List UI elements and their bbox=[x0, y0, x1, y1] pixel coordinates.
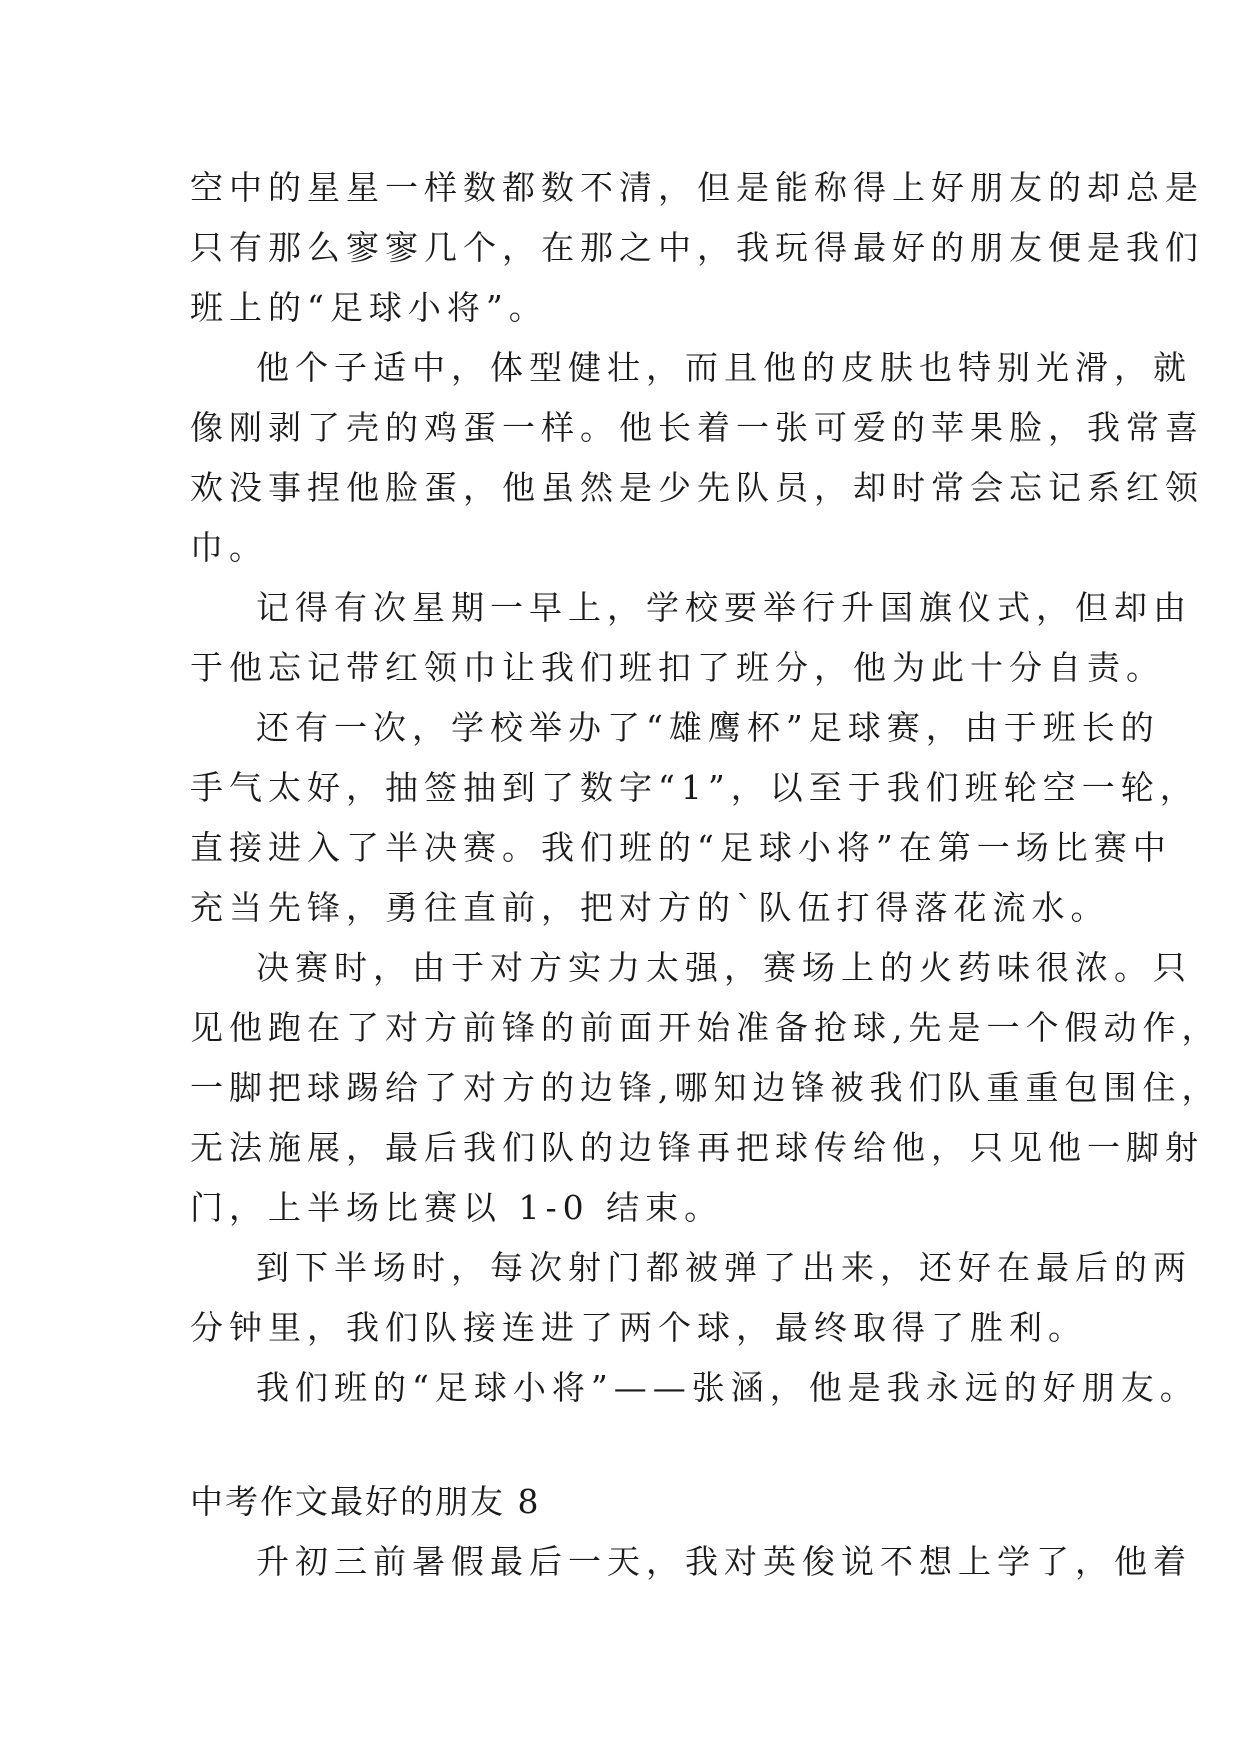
essay-line: 班上的“足球小将”。 bbox=[190, 288, 548, 327]
section-gap bbox=[190, 1418, 1060, 1472]
essay-line: 一脚把球踢给了对方的边锋,哪知边锋被我们队重重包围住， bbox=[190, 1068, 1221, 1107]
essay-line: 空中的星星一样数都数不清，但是能称得上好朋友的却总是 bbox=[190, 168, 1204, 207]
essay-line: 我们班的“足球小将”——张涵，他是我永远的好朋友。 bbox=[256, 1368, 1199, 1407]
essay-line: 升初三前暑假最后一天，我对英俊说不想上学了，他着 bbox=[256, 1542, 1192, 1581]
essay-line: 决赛时，由于对方实力太强，赛场上的火药味很浓。只 bbox=[256, 948, 1192, 987]
essay-line: 巾。 bbox=[190, 528, 268, 567]
essay-line: 记得有次星期一早上，学校要举行升国旗仪式，但却由 bbox=[256, 588, 1192, 627]
essay-line: 门，上半场比赛以 1-0 结束。 bbox=[190, 1188, 724, 1227]
essay-line: 手气太好，抽签抽到了数字“1”，以至于我们班轮空一轮， bbox=[190, 768, 1199, 807]
essay-line: 于他忘记带红领巾让我们班扣了班分，他为此十分自责。 bbox=[190, 648, 1165, 687]
section-heading: 中考作文最好的朋友 8 bbox=[190, 1482, 541, 1521]
essay-line: 还有一次，学校举办了“雄鹰杯”足球赛，由于班长的 bbox=[256, 708, 1160, 747]
essay-line: 到下半场时，每次射门都被弹了出来，还好在最后的两 bbox=[256, 1248, 1192, 1287]
essay-line: 只有那么寥寥几个，在那之中，我玩得最好的朋友便是我们 bbox=[190, 228, 1204, 267]
essay-line: 直接进入了半决赛。我们班的“足球小将”在第一场比赛中 bbox=[190, 828, 1172, 867]
essay-line: 无法施展，最后我们队的边锋再把球传给他，只见他一脚射 bbox=[190, 1128, 1204, 1167]
essay-line: 充当先锋，勇往直前，把对方的`队伍打得落花流水。 bbox=[190, 888, 1110, 927]
essay-line: 见他跑在了对方前锋的前面开始准备抢球,先是一个假动作， bbox=[190, 1008, 1221, 1047]
essay-line: 他个子适中，体型健壮，而且他的皮肤也特别光滑，就 bbox=[256, 348, 1192, 387]
essay-line: 分钟里，我们队接连进了两个球，最终取得了胜利。 bbox=[190, 1308, 1087, 1347]
essay-line: 欢没事捏他脸蛋，他虽然是少先队员，却时常会忘记系红领 bbox=[190, 468, 1204, 507]
essay-line: 像刚剥了壳的鸡蛋一样。他长着一张可爱的苹果脸，我常喜 bbox=[190, 408, 1204, 447]
essay-body bbox=[190, 158, 1221, 1592]
